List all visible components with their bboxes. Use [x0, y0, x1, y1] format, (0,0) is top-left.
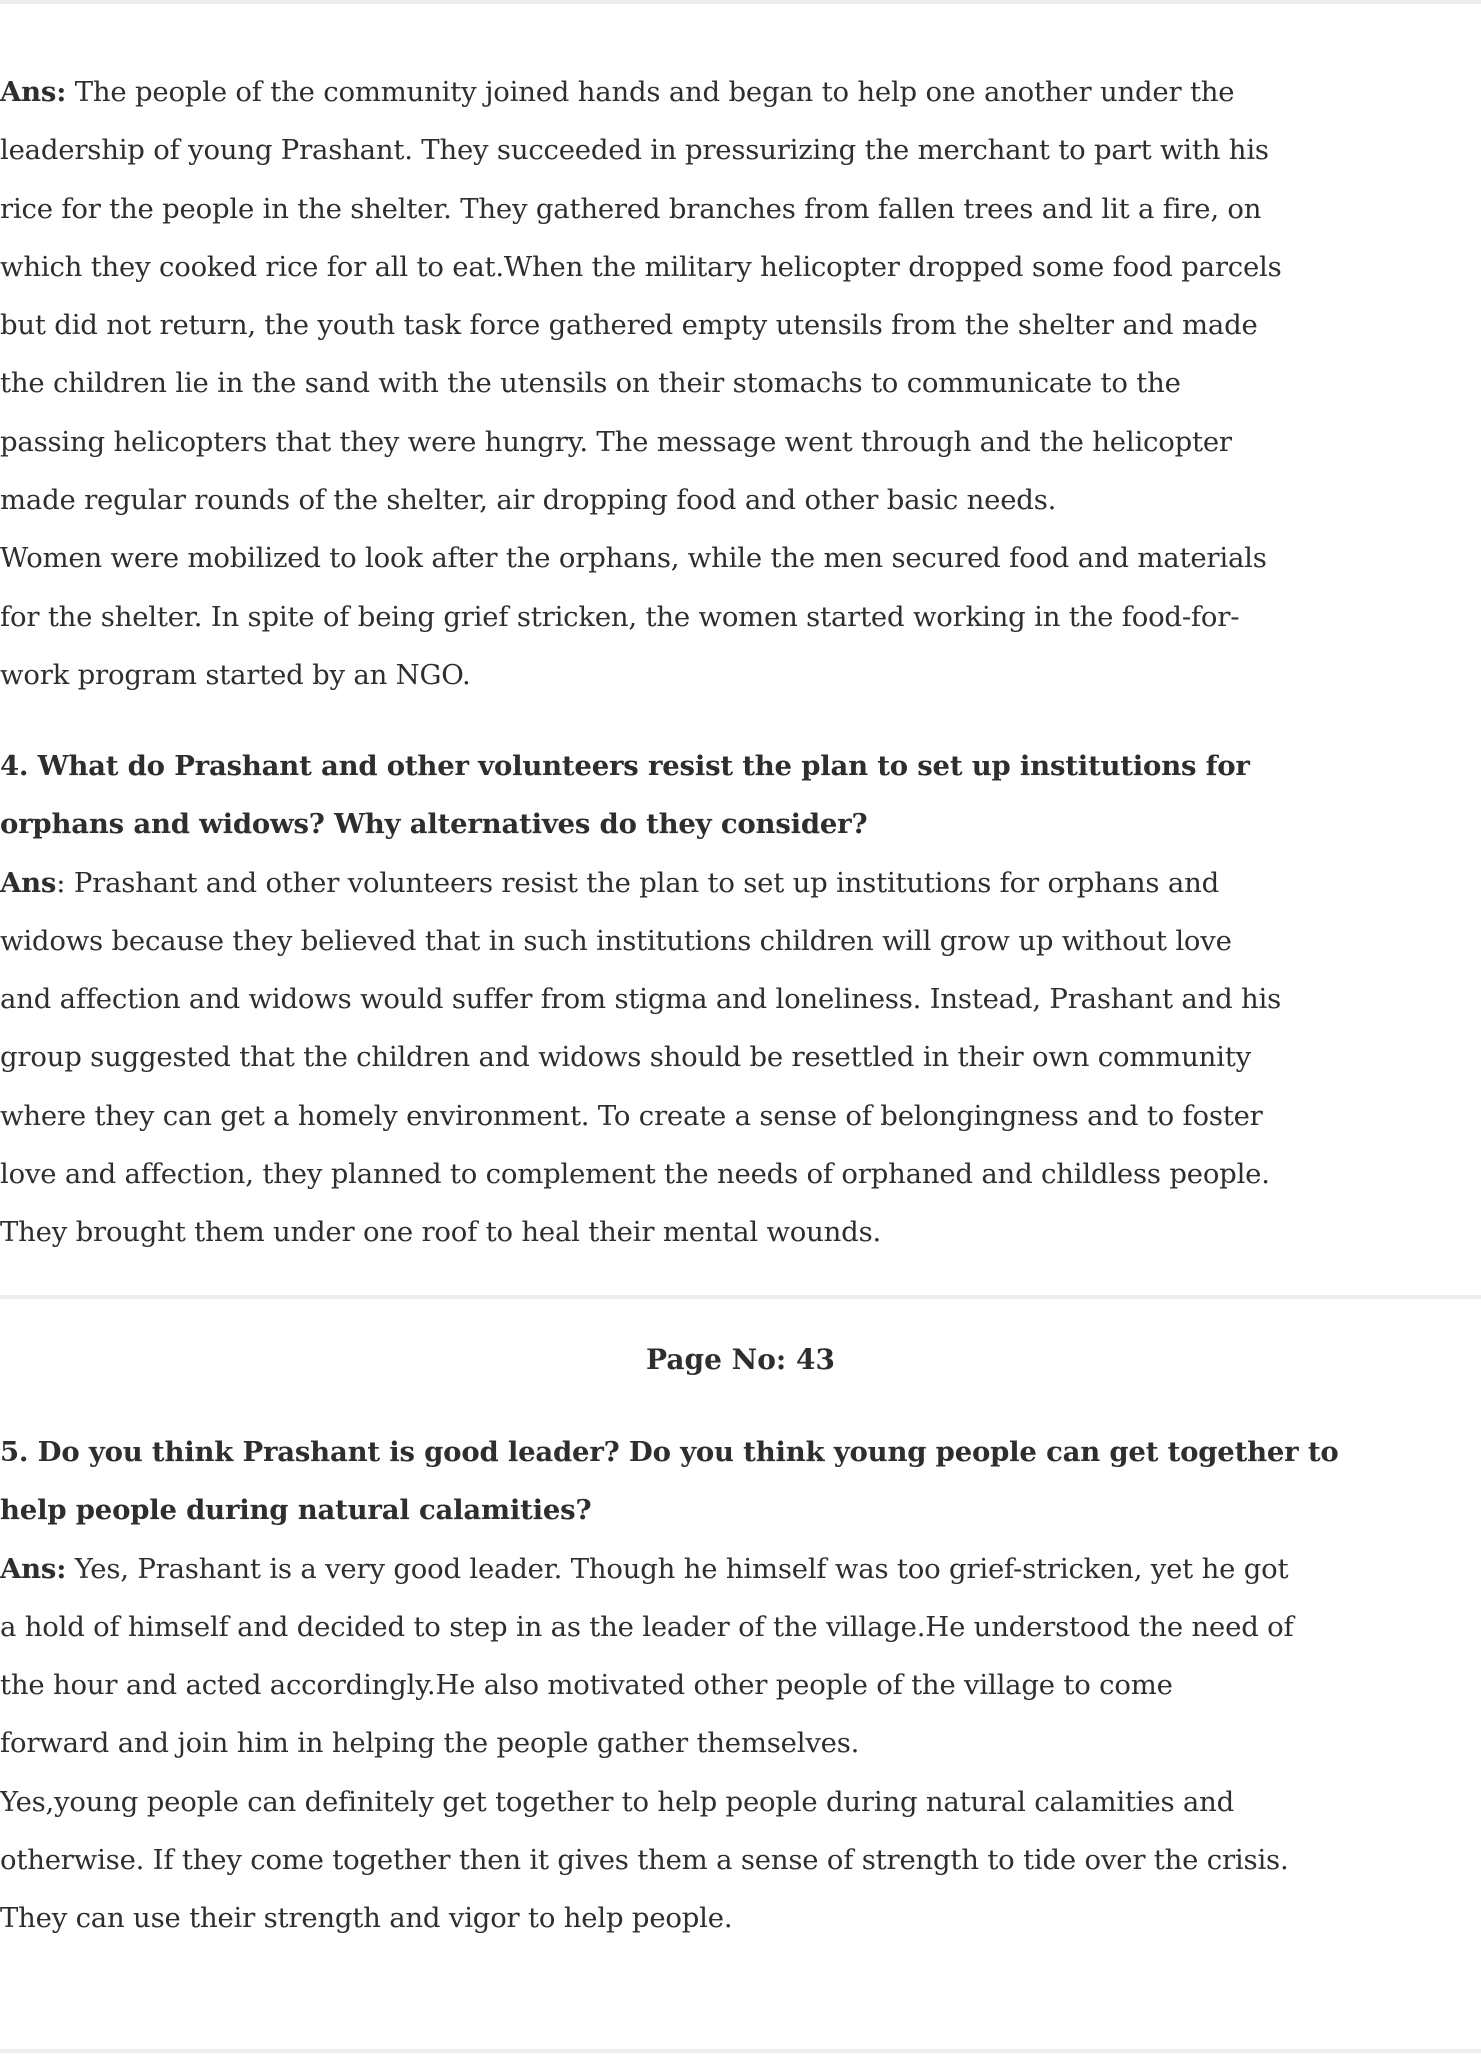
answer-line: group suggested that the children and widows should be resettled in their own community: [0, 1041, 1251, 1074]
answer-line: [0, 854, 1481, 912]
answer-line: They can use their strength and vigor to help people.: [0, 1902, 733, 1935]
answer-line: Yes,young people can definitely get together to help people during natural calamities and: [0, 1785, 1235, 1818]
answer-line: for the shelter. In spite of being grief stricken, the women started working in the food-for-: [0, 600, 1240, 633]
page-number: Page No: 43: [646, 1343, 835, 1376]
answer-text: Yes, Prashant is a very good leader. Though he himself was too grief-stricken, yet he got: [66, 1552, 1289, 1585]
bottom-divider: [0, 2049, 1481, 2053]
answer-line: passing helicopters that they were hungry. The message went through and the helicopter: [0, 425, 1232, 458]
answer-label: Ans: [0, 866, 57, 899]
top-divider: [0, 0, 1481, 4]
answer-line: Women were mobilized to look after the orphans, while the men secured food and materials: [0, 542, 1267, 575]
answer-text: The people of the community joined hands and began to help one another under the: [66, 76, 1235, 108]
answer-line: forward and join him in helping the people gather themselves.: [0, 1727, 860, 1760]
answer-line: the hour and acted accordingly.He also motivated other people of the village to come: [0, 1669, 1173, 1702]
answer-line: love and affection, they planned to complement the needs of orphaned and childless people.: [0, 1158, 1270, 1191]
section-divider: [0, 1295, 1481, 1299]
answer-line: widows because they believed that in such institutions children will grow up without love: [0, 924, 1232, 957]
answer-label: Ans:: [0, 76, 67, 108]
answer-line: a hold of himself and decided to step in as the leader of the village.He understood the need of: [0, 1610, 1294, 1643]
answer-line: but did not return, the youth task force gathered empty utensils from the shelter and made: [0, 309, 1258, 342]
answer-line: [0, 1540, 1481, 1598]
answer-line: which they cooked rice for all to eat.When the military helicopter dropped some food parcels: [0, 250, 1282, 283]
answer-label: Ans:: [0, 1552, 67, 1585]
answer-line: work program started by an NGO.: [0, 658, 471, 691]
answer-line: and affection and widows would suffer from stigma and loneliness. Instead, Prashant and his: [0, 983, 1282, 1016]
answer-3: [0, 63, 1481, 704]
question-4-block: [0, 737, 1481, 1262]
question-4-line: orphans and widows? Why alternatives do they consider?: [0, 808, 868, 841]
question-5-line: 5. Do you think Prashant is good leader? Do you think young people can get together to: [0, 1436, 1339, 1468]
answer-line: otherwise. If they come together then it gives them a sense of strength to tide over the crisis.: [0, 1844, 1289, 1877]
answer-line: where they can get a homely environment. To create a sense of belongingness and to foster: [0, 1099, 1263, 1132]
question-4-line: 4. What do Prashant and other volunteers resist the plan to set up institutions for: [0, 750, 1250, 782]
answer-line: rice for the people in the shelter. They gathered branches from fallen trees and lit a fire, on: [0, 192, 1262, 225]
answer-line: leadership of young Prashant. They succeeded in pressurizing the merchant to part with his: [0, 134, 1269, 167]
answer-line: made regular rounds of the shelter, air dropping food and other basic needs.: [0, 484, 1057, 517]
answer-line: the children lie in the sand with the utensils on their stomachs to communicate to the: [0, 367, 1181, 400]
answer-line: [0, 63, 1481, 121]
answer-text: : Prashant and other volunteers resist the plan to set up institutions for orphans and: [56, 866, 1219, 899]
question-5-line: help people during natural calamities?: [0, 1494, 592, 1527]
question-5-block: [0, 1423, 1481, 1948]
answer-line: They brought them under one roof to heal their mental wounds.: [0, 1216, 882, 1249]
